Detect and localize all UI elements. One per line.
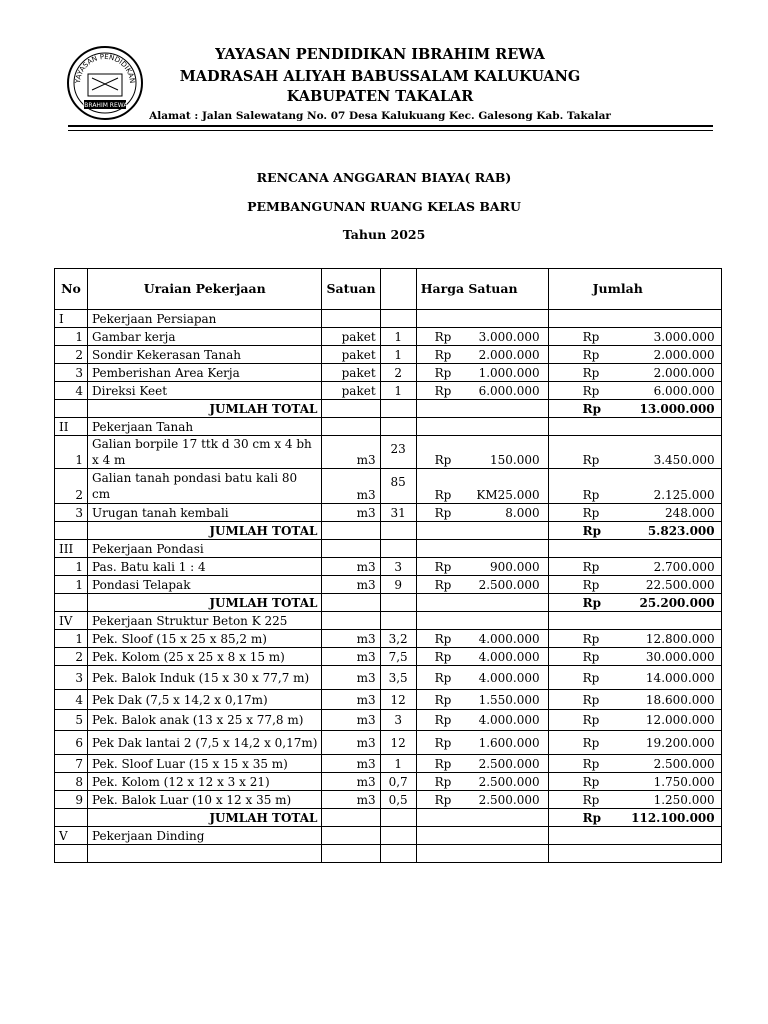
total-amount-value: 13.000.000: [639, 401, 715, 416]
currency-label: Rp: [434, 347, 452, 362]
item-description: Pek Dak (7,5 x 14,2 x 0,17m): [88, 690, 322, 710]
item-description: Pondasi Telapak: [88, 576, 322, 594]
section-number: I: [55, 310, 88, 328]
currency-label: Rp: [434, 453, 452, 467]
item-quantity: 0,7: [380, 773, 416, 791]
empty-cell: [548, 827, 721, 845]
empty-cell: [322, 809, 380, 827]
item-unit-price: [416, 504, 548, 522]
item-description: Galian tanah pondasi batu kali 80 cm: [88, 469, 322, 504]
item-unit-price-value: 8.000: [505, 505, 540, 520]
item-quantity: 3,5: [380, 666, 416, 690]
currency-label: Rp: [582, 713, 600, 727]
item-description: Pek. Sloof Luar (15 x 15 x 35 m): [88, 755, 322, 773]
item-quantity: 3: [380, 558, 416, 576]
item-unit-price-value: 6.000.000: [478, 383, 540, 398]
currency-label: Rp: [582, 559, 600, 574]
empty-cell: [322, 418, 380, 436]
item-unit: m3: [322, 504, 380, 522]
regency-name: KABUPATEN TAKALAR: [286, 88, 474, 105]
header-uraian: Uraian Pekerjaan: [88, 269, 322, 310]
item-unit-price: [416, 382, 548, 400]
table-row: [55, 666, 722, 690]
total-row: [55, 522, 722, 540]
section-title: Pekerjaan Persiapan: [88, 310, 322, 328]
table-header-row: [55, 269, 722, 310]
currency-label: Rp: [582, 383, 600, 398]
item-unit: paket: [322, 328, 380, 346]
item-unit-price-value: 2.500.000: [478, 774, 540, 789]
total-amount: [548, 594, 721, 612]
table-row: [55, 576, 722, 594]
table-row: [55, 346, 722, 364]
item-quantity: 9: [380, 576, 416, 594]
section-number: IV: [55, 612, 88, 630]
item-unit: m3: [322, 576, 380, 594]
item-quantity: 12: [380, 690, 416, 710]
document-year: Tahun 2025: [342, 227, 426, 242]
item-description: Gambar kerja: [88, 328, 322, 346]
item-number: 6: [55, 731, 88, 755]
item-unit-price-value: 4.000.000: [478, 670, 540, 685]
item-number: 5: [55, 710, 88, 731]
empty-cell: [548, 310, 721, 328]
item-total: [548, 648, 721, 666]
item-unit: m3: [322, 755, 380, 773]
item-unit: paket: [322, 382, 380, 400]
item-total-value: 1.250.000: [653, 792, 715, 807]
section-title: Pekerjaan Dinding: [88, 827, 322, 845]
currency-label: Rp: [434, 505, 452, 520]
empty-cell: [548, 612, 721, 630]
empty-cell: [416, 594, 548, 612]
total-amount: [548, 400, 721, 418]
empty-cell: [380, 809, 416, 827]
item-unit-price: [416, 690, 548, 710]
empty-cell: [322, 400, 380, 418]
currency-label: Rp: [582, 329, 600, 344]
item-total: [548, 364, 721, 382]
item-unit-price: [416, 773, 548, 791]
currency-label: Rp: [582, 670, 600, 685]
item-total: [548, 328, 721, 346]
item-unit-price-value: 4.000.000: [478, 713, 540, 727]
currency-label: Rp: [582, 365, 600, 380]
empty-cell: [380, 827, 416, 845]
item-unit-price-value: 2.500.000: [478, 756, 540, 771]
item-quantity: 3,2: [380, 630, 416, 648]
header-rule-thin: [68, 130, 713, 131]
item-number: 7: [55, 755, 88, 773]
item-total: [548, 731, 721, 755]
item-description: Sondir Kekerasan Tanah: [88, 346, 322, 364]
item-number: 4: [55, 690, 88, 710]
empty-cell: [88, 845, 322, 863]
section-row: [55, 827, 722, 845]
item-unit-price-value: 2.500.000: [478, 577, 540, 592]
currency-label: Rp: [434, 692, 452, 707]
item-description: Pas. Batu kali 1 : 4: [88, 558, 322, 576]
empty-cell: [548, 845, 721, 863]
empty-cell: [416, 809, 548, 827]
item-unit-price: [416, 328, 548, 346]
item-total: [548, 710, 721, 731]
table-row: [55, 710, 722, 731]
currency-label: Rp: [582, 792, 600, 807]
section-number: V: [55, 827, 88, 845]
total-amount-value: 5.823.000: [647, 523, 715, 538]
currency-label: Rp: [582, 810, 602, 825]
header-jumlah: Jumlah: [548, 269, 721, 310]
currency-label: Rp: [582, 505, 600, 520]
item-unit-price: [416, 791, 548, 809]
item-number: 1: [55, 576, 88, 594]
empty-cell: [416, 310, 548, 328]
item-unit: m3: [322, 666, 380, 690]
empty-cell: [322, 540, 380, 558]
empty-cell: [380, 540, 416, 558]
currency-label: Rp: [434, 383, 452, 398]
empty-cell: [55, 594, 88, 612]
item-unit-price-value: 1.550.000: [478, 692, 540, 707]
item-unit-price-value: 4.000.000: [478, 649, 540, 664]
empty-cell: [416, 827, 548, 845]
currency-label: Rp: [582, 649, 600, 664]
item-unit-price: [416, 648, 548, 666]
item-total-value: 12.800.000: [645, 631, 715, 646]
empty-cell: [55, 400, 88, 418]
total-label: JUMLAH TOTAL: [88, 809, 322, 827]
item-description: Pek. Balok anak (13 x 25 x 77,8 m): [88, 710, 322, 731]
document-title: RENCANA ANGGARAN BIAYA( RAB): [256, 170, 512, 185]
item-unit-price: [416, 630, 548, 648]
item-total-value: 19.200.000: [645, 735, 715, 750]
section-title: Pekerjaan Tanah: [88, 418, 322, 436]
empty-cell: [55, 809, 88, 827]
item-total-value: 2.500.000: [653, 756, 715, 771]
item-number: 8: [55, 773, 88, 791]
empty-cell: [322, 522, 380, 540]
currency-label: Rp: [434, 713, 452, 727]
item-number: 1: [55, 328, 88, 346]
header-satuan: Satuan: [322, 269, 380, 310]
section-row: [55, 310, 722, 328]
item-unit: m3: [322, 690, 380, 710]
empty-cell: [380, 522, 416, 540]
item-description: Pek. Kolom (25 x 25 x 8 x 15 m): [88, 648, 322, 666]
item-total-value: 6.000.000: [653, 383, 715, 398]
item-quantity: 1: [380, 755, 416, 773]
item-unit: paket: [322, 346, 380, 364]
table-row: [55, 731, 722, 755]
item-total: [548, 382, 721, 400]
item-description: Urugan tanah kembali: [88, 504, 322, 522]
item-total: [548, 630, 721, 648]
currency-label: Rp: [434, 488, 452, 502]
item-unit-price-value: 900.000: [490, 559, 540, 574]
item-total: [548, 690, 721, 710]
section-title: Pekerjaan Struktur Beton K 225: [88, 612, 322, 630]
table-row: [55, 755, 722, 773]
section-row: [55, 418, 722, 436]
item-total: [548, 436, 721, 469]
svg-text:YAYASAN PENDIDIKAN: YAYASAN PENDIDIKAN: [73, 52, 137, 84]
item-quantity: 85: [380, 469, 416, 504]
table-row: [55, 436, 722, 469]
header-rule-thick: [68, 125, 713, 127]
item-quantity: 1: [380, 346, 416, 364]
currency-label: Rp: [582, 577, 600, 592]
item-unit: m3: [322, 648, 380, 666]
empty-row: [55, 845, 722, 863]
table-row: [55, 364, 722, 382]
section-number: III: [55, 540, 88, 558]
item-description: Pek. Kolom (12 x 12 x 3 x 21): [88, 773, 322, 791]
item-total-value: 14.000.000: [645, 670, 715, 685]
empty-cell: [322, 594, 380, 612]
item-total: [548, 346, 721, 364]
item-unit: m3: [322, 436, 380, 469]
table-row: [55, 382, 722, 400]
item-quantity: 23: [380, 436, 416, 469]
item-total-value: 2.000.000: [653, 347, 715, 362]
total-row: [55, 594, 722, 612]
item-total-value: 18.600.000: [645, 692, 715, 707]
empty-cell: [380, 594, 416, 612]
total-label: JUMLAH TOTAL: [88, 522, 322, 540]
item-unit-price: [416, 364, 548, 382]
currency-label: Rp: [582, 631, 600, 646]
item-total: [548, 773, 721, 791]
empty-cell: [380, 310, 416, 328]
foundation-name: YAYASAN PENDIDIKAN IBRAHIM REWA: [215, 46, 545, 63]
item-unit-price-value: 2.000.000: [478, 347, 540, 362]
currency-label: Rp: [434, 774, 452, 789]
total-amount: [548, 522, 721, 540]
currency-label: Rp: [582, 735, 600, 750]
item-quantity: 1: [380, 328, 416, 346]
item-unit: m3: [322, 558, 380, 576]
currency-label: Rp: [434, 631, 452, 646]
table-row: [55, 469, 722, 504]
item-unit: m3: [322, 791, 380, 809]
section-title: Pekerjaan Pondasi: [88, 540, 322, 558]
section-row: [55, 540, 722, 558]
currency-label: Rp: [434, 670, 452, 685]
table-row: [55, 791, 722, 809]
item-total: [548, 504, 721, 522]
total-row: [55, 809, 722, 827]
table-row: [55, 648, 722, 666]
item-total-value: 30.000.000: [645, 649, 715, 664]
table-row: [55, 504, 722, 522]
rab-table: [54, 268, 722, 863]
empty-cell: [380, 845, 416, 863]
table-row: [55, 328, 722, 346]
currency-label: Rp: [582, 756, 600, 771]
item-unit-price: [416, 755, 548, 773]
item-unit-price: [416, 346, 548, 364]
item-unit-price: [416, 576, 548, 594]
header-no: No: [55, 269, 88, 310]
item-description: Pek. Balok Luar (10 x 12 x 35 m): [88, 791, 322, 809]
item-quantity: 3: [380, 710, 416, 731]
item-unit: paket: [322, 364, 380, 382]
empty-cell: [322, 827, 380, 845]
table-row: [55, 773, 722, 791]
item-unit-price-value: 1.000.000: [478, 365, 540, 380]
currency-label: Rp: [582, 488, 600, 502]
empty-cell: [416, 845, 548, 863]
currency-label: Rp: [434, 577, 452, 592]
empty-cell: [380, 612, 416, 630]
item-description: Pek. Balok Induk (15 x 30 x 77,7 m): [88, 666, 322, 690]
item-unit: m3: [322, 773, 380, 791]
svg-text:IBRAHIM REWA: IBRAHIM REWA: [82, 102, 128, 109]
item-total-value: 12.000.000: [645, 713, 715, 727]
item-quantity: 0,5: [380, 791, 416, 809]
currency-label: Rp: [434, 792, 452, 807]
empty-cell: [55, 522, 88, 540]
item-unit: m3: [322, 630, 380, 648]
currency-label: Rp: [582, 347, 600, 362]
item-quantity: 1: [380, 382, 416, 400]
school-address: Alamat : Jalan Salewatang No. 07 Desa Kalukuang Kec. Galesong Kab. Takalar: [149, 110, 611, 122]
item-unit-price: [416, 666, 548, 690]
empty-cell: [380, 418, 416, 436]
header-harga: Harga Satuan: [416, 269, 548, 310]
item-unit-price-value: 3.000.000: [478, 329, 540, 344]
letterhead: [0, 0, 768, 132]
item-number: 2: [55, 648, 88, 666]
section-number: II: [55, 418, 88, 436]
item-number: 1: [55, 436, 88, 469]
item-unit-price: [416, 710, 548, 731]
item-quantity: 12: [380, 731, 416, 755]
total-row: [55, 400, 722, 418]
item-quantity: 7,5: [380, 648, 416, 666]
item-total: [548, 666, 721, 690]
empty-cell: [416, 400, 548, 418]
item-number: 2: [55, 346, 88, 364]
currency-label: Rp: [582, 523, 602, 538]
currency-label: Rp: [434, 365, 452, 380]
empty-cell: [322, 845, 380, 863]
item-total: [548, 576, 721, 594]
currency-label: Rp: [582, 453, 600, 467]
empty-cell: [322, 310, 380, 328]
item-total: [548, 755, 721, 773]
item-unit-price: [416, 469, 548, 504]
empty-cell: [55, 845, 88, 863]
header-qty: [380, 269, 416, 310]
empty-cell: [548, 540, 721, 558]
currency-label: Rp: [434, 559, 452, 574]
item-total-value: 3.000.000: [653, 329, 715, 344]
item-unit-price-value: 150.000: [490, 453, 540, 467]
section-row: [55, 612, 722, 630]
item-unit: m3: [322, 731, 380, 755]
item-total-value: 2.700.000: [653, 559, 715, 574]
item-total-value: 2.000.000: [653, 365, 715, 380]
item-number: 3: [55, 666, 88, 690]
item-unit-price: [416, 558, 548, 576]
currency-label: Rp: [582, 692, 600, 707]
item-unit-price: [416, 436, 548, 469]
item-total-value: 2.125.000: [653, 488, 715, 502]
total-label: JUMLAH TOTAL: [88, 594, 322, 612]
item-number: 3: [55, 364, 88, 382]
item-number: 4: [55, 382, 88, 400]
empty-cell: [380, 400, 416, 418]
item-unit-price-value: 4.000.000: [478, 631, 540, 646]
item-total-value: 3.450.000: [653, 453, 715, 467]
item-unit: m3: [322, 710, 380, 731]
empty-cell: [416, 612, 548, 630]
item-total: [548, 791, 721, 809]
currency-label: Rp: [434, 329, 452, 344]
item-number: 9: [55, 791, 88, 809]
item-total-value: 22.500.000: [645, 577, 715, 592]
currency-label: Rp: [434, 735, 452, 750]
empty-cell: [548, 418, 721, 436]
item-unit-price-value: KM25.000: [476, 488, 540, 502]
empty-cell: [416, 522, 548, 540]
item-total: [548, 558, 721, 576]
currency-label: Rp: [434, 649, 452, 664]
item-description: Direksi Keet: [88, 382, 322, 400]
item-description: Pemberishan Area Kerja: [88, 364, 322, 382]
currency-label: Rp: [582, 774, 600, 789]
empty-cell: [322, 612, 380, 630]
empty-cell: [416, 418, 548, 436]
item-quantity: 2: [380, 364, 416, 382]
table-row: [55, 558, 722, 576]
total-amount: [548, 809, 721, 827]
item-total-value: 248.000: [665, 505, 715, 520]
school-name: MADRASAH ALIYAH BABUSSALAM KALUKUANG: [179, 68, 581, 85]
item-unit-price-value: 2.500.000: [478, 792, 540, 807]
item-quantity: 31: [380, 504, 416, 522]
item-total: [548, 469, 721, 504]
item-description: Galian borpile 17 ttk d 30 cm x 4 bh x 4 m: [88, 436, 322, 469]
item-description: Pek Dak lantai 2 (7,5 x 14,2 x 0,17m): [88, 731, 322, 755]
table-row: [55, 690, 722, 710]
total-label: JUMLAH TOTAL: [88, 400, 322, 418]
total-amount-value: 112.100.000: [631, 810, 715, 825]
item-unit: m3: [322, 469, 380, 504]
item-unit-price: [416, 731, 548, 755]
item-number: 2: [55, 469, 88, 504]
item-number: 1: [55, 630, 88, 648]
currency-label: Rp: [434, 756, 452, 771]
currency-label: Rp: [582, 401, 602, 416]
item-number: 3: [55, 504, 88, 522]
item-total-value: 1.750.000: [653, 774, 715, 789]
table-row: [55, 630, 722, 648]
item-description: Pek. Sloof (15 x 25 x 85,2 m): [88, 630, 322, 648]
item-number: 1: [55, 558, 88, 576]
document-subtitle: PEMBANGUNAN RUANG KELAS BARU: [247, 199, 521, 214]
currency-label: Rp: [582, 595, 602, 610]
item-unit-price-value: 1.600.000: [478, 735, 540, 750]
total-amount-value: 25.200.000: [639, 595, 715, 610]
empty-cell: [416, 540, 548, 558]
